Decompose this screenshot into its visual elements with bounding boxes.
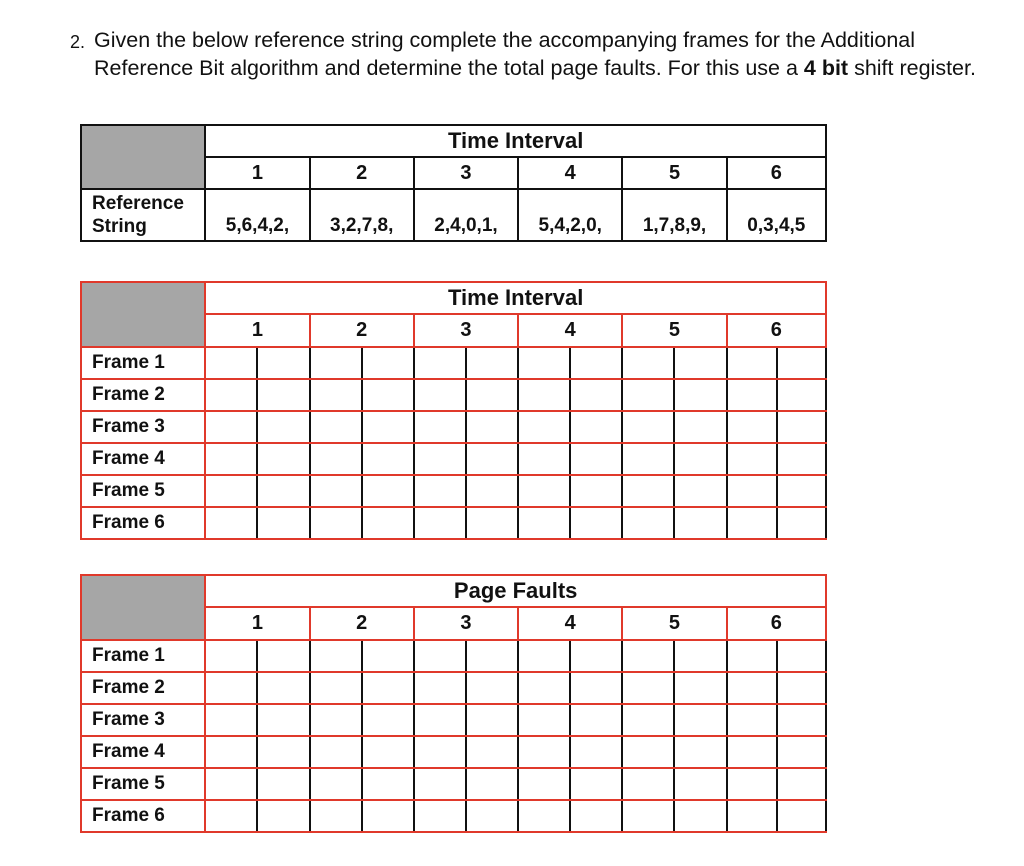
answer-cell[interactable] [257, 507, 309, 539]
question-text [70, 26, 990, 82]
answer-cell[interactable] [622, 672, 674, 704]
reference-string-value: 2,4,0,1, [414, 189, 518, 241]
answer-cell[interactable] [727, 672, 777, 704]
answer-cell[interactable] [257, 736, 309, 768]
frame-label: Frame 1 [81, 347, 205, 379]
answer-cell[interactable] [205, 379, 257, 411]
answer-cell[interactable] [466, 736, 518, 768]
answer-cell[interactable] [414, 475, 466, 507]
interval-header: 5 [622, 607, 726, 640]
answer-cell[interactable] [257, 411, 309, 443]
interval-header: 3 [414, 607, 518, 640]
answer-cell[interactable] [570, 475, 622, 507]
interval-header: 2 [310, 157, 414, 189]
answer-cell[interactable] [622, 768, 674, 800]
answer-cell[interactable] [622, 704, 674, 736]
interval-header: 3 [414, 314, 518, 347]
answer-cell[interactable] [205, 768, 257, 800]
interval-header: 1 [205, 607, 309, 640]
answer-cell[interactable] [570, 768, 622, 800]
frame-label: Frame 4 [81, 443, 205, 475]
table-title: Time Interval [205, 282, 826, 314]
answer-cell[interactable] [310, 379, 362, 411]
answer-cell[interactable] [674, 672, 726, 704]
interval-header: 5 [622, 314, 726, 347]
answer-cell[interactable] [257, 379, 309, 411]
answer-cell[interactable] [362, 443, 414, 475]
answer-cell[interactable] [518, 672, 570, 704]
answer-cell[interactable] [414, 347, 466, 379]
answer-cell[interactable] [310, 507, 362, 539]
answer-cell[interactable] [518, 736, 570, 768]
interval-header: 1 [205, 314, 309, 347]
answer-cell[interactable] [727, 411, 777, 443]
answer-cell[interactable] [466, 347, 518, 379]
answer-cell[interactable] [310, 443, 362, 475]
answer-cell[interactable] [570, 800, 622, 832]
answer-cell[interactable] [674, 736, 726, 768]
answer-cell[interactable] [622, 347, 674, 379]
frame-label: Frame 3 [81, 704, 205, 736]
answer-cell[interactable] [777, 443, 826, 475]
reference-string-value: 5,6,4,2, [205, 189, 309, 241]
answer-cell[interactable] [622, 800, 674, 832]
reference-string-label-text: Reference String [92, 193, 184, 237]
answer-cell[interactable] [777, 672, 826, 704]
answer-cell[interactable] [257, 640, 309, 672]
answer-cell[interactable] [310, 475, 362, 507]
answer-cell[interactable] [622, 379, 674, 411]
answer-cell[interactable] [362, 768, 414, 800]
table-row [81, 800, 826, 832]
answer-cell[interactable] [362, 800, 414, 832]
interval-header: 6 [727, 314, 826, 347]
answer-cell[interactable] [466, 672, 518, 704]
answer-cell[interactable] [777, 379, 826, 411]
answer-cell[interactable] [622, 507, 674, 539]
answer-cell[interactable] [570, 736, 622, 768]
answer-cell[interactable] [674, 475, 726, 507]
frame-label: Frame 3 [81, 411, 205, 443]
answer-cell[interactable] [257, 347, 309, 379]
answer-cell[interactable] [727, 704, 777, 736]
question-text-bold: 4 bit [803, 56, 849, 80]
answer-cell[interactable] [466, 800, 518, 832]
interval-header: 6 [727, 157, 826, 189]
page-faults-table [80, 574, 827, 833]
question-body [94, 26, 990, 82]
answer-cell[interactable] [674, 347, 726, 379]
table-title: Time Interval [205, 125, 826, 157]
answer-cell[interactable] [257, 443, 309, 475]
answer-cell[interactable] [362, 736, 414, 768]
answer-cell[interactable] [257, 800, 309, 832]
answer-cell[interactable] [310, 640, 362, 672]
answer-cell[interactable] [570, 704, 622, 736]
answer-cell[interactable] [362, 475, 414, 507]
question-text-part2: shift register. [848, 56, 976, 80]
answer-cell[interactable] [727, 507, 777, 539]
interval-header: 4 [518, 157, 622, 189]
answer-cell[interactable] [777, 704, 826, 736]
answer-cell[interactable] [674, 379, 726, 411]
frames-table [80, 281, 827, 540]
answer-cell[interactable] [205, 640, 257, 672]
answer-cell[interactable] [674, 768, 726, 800]
table-row [81, 768, 826, 800]
reference-string-label [81, 189, 205, 241]
answer-cell[interactable] [310, 800, 362, 832]
frame-label: Frame 6 [81, 507, 205, 539]
answer-cell[interactable] [622, 443, 674, 475]
answer-cell[interactable] [466, 704, 518, 736]
table-row [81, 704, 826, 736]
answer-cell[interactable] [362, 379, 414, 411]
reference-string-value: 3,2,7,8, [310, 189, 414, 241]
answer-cell[interactable] [414, 672, 466, 704]
answer-cell[interactable] [205, 443, 257, 475]
interval-header: 4 [518, 314, 622, 347]
answer-cell[interactable] [777, 640, 826, 672]
interval-header: 2 [310, 607, 414, 640]
interval-header: 4 [518, 607, 622, 640]
answer-cell[interactable] [727, 443, 777, 475]
answer-cell[interactable] [362, 411, 414, 443]
answer-cell[interactable] [310, 411, 362, 443]
answer-cell[interactable] [310, 347, 362, 379]
frame-label: Frame 2 [81, 672, 205, 704]
table-title: Page Faults [205, 575, 826, 607]
answer-cell[interactable] [310, 768, 362, 800]
answer-cell[interactable] [414, 640, 466, 672]
answer-cell[interactable] [205, 704, 257, 736]
frame-label: Frame 5 [81, 768, 205, 800]
answer-cell[interactable] [466, 411, 518, 443]
answer-cell[interactable] [518, 640, 570, 672]
answer-cell[interactable] [362, 507, 414, 539]
answer-cell[interactable] [466, 507, 518, 539]
answer-cell[interactable] [518, 704, 570, 736]
table-row [81, 672, 826, 704]
answer-cell[interactable] [777, 347, 826, 379]
answer-cell[interactable] [414, 736, 466, 768]
answer-cell[interactable] [518, 347, 570, 379]
table-row [81, 379, 826, 411]
answer-cell[interactable] [257, 475, 309, 507]
question-text-part1: Given the below reference string complete the accompanying frames for the Additional Reference Bit algorithm and determine the total page faults. For this use a [94, 28, 916, 80]
answer-cell[interactable] [727, 379, 777, 411]
interval-header: 5 [622, 157, 726, 189]
answer-cell[interactable] [310, 736, 362, 768]
answer-cell[interactable] [518, 411, 570, 443]
answer-cell[interactable] [518, 768, 570, 800]
header-corner [81, 125, 205, 189]
answer-cell[interactable] [518, 475, 570, 507]
answer-cell[interactable] [362, 640, 414, 672]
interval-header: 2 [310, 314, 414, 347]
answer-cell[interactable] [205, 411, 257, 443]
frame-label: Frame 6 [81, 800, 205, 832]
frame-label: Frame 4 [81, 736, 205, 768]
answer-cell[interactable] [570, 507, 622, 539]
answer-cell[interactable] [622, 640, 674, 672]
answer-cell[interactable] [205, 672, 257, 704]
answer-cell[interactable] [570, 411, 622, 443]
answer-cell[interactable] [674, 507, 726, 539]
answer-cell[interactable] [570, 640, 622, 672]
answer-cell[interactable] [414, 704, 466, 736]
answer-cell[interactable] [727, 736, 777, 768]
table-row [81, 507, 826, 539]
answer-cell[interactable] [310, 672, 362, 704]
answer-cell[interactable] [777, 768, 826, 800]
answer-cell[interactable] [466, 640, 518, 672]
table-row [81, 443, 826, 475]
answer-cell[interactable] [414, 768, 466, 800]
answer-cell[interactable] [362, 672, 414, 704]
answer-cell[interactable] [466, 475, 518, 507]
frame-label: Frame 2 [81, 379, 205, 411]
answer-cell[interactable] [205, 736, 257, 768]
table-row [81, 411, 826, 443]
answer-cell[interactable] [727, 768, 777, 800]
interval-header: 1 [205, 157, 309, 189]
answer-cell[interactable] [414, 507, 466, 539]
header-corner [81, 575, 205, 640]
frame-label: Frame 1 [81, 640, 205, 672]
reference-string-table [80, 124, 827, 242]
answer-cell[interactable] [518, 800, 570, 832]
reference-string-value: 0,3,4,5 [727, 189, 826, 241]
table-row [81, 475, 826, 507]
header-corner [81, 282, 205, 347]
interval-header: 3 [414, 157, 518, 189]
frame-label: Frame 5 [81, 475, 205, 507]
answer-cell[interactable] [570, 379, 622, 411]
answer-cell[interactable] [257, 704, 309, 736]
answer-cell[interactable] [414, 443, 466, 475]
answer-cell[interactable] [622, 475, 674, 507]
answer-cell[interactable] [570, 672, 622, 704]
answer-cell[interactable] [414, 411, 466, 443]
answer-cell[interactable] [466, 768, 518, 800]
answer-cell[interactable] [777, 507, 826, 539]
answer-cell[interactable] [570, 347, 622, 379]
reference-string-value: 1,7,8,9, [622, 189, 726, 241]
answer-cell[interactable] [674, 443, 726, 475]
answer-cell[interactable] [414, 800, 466, 832]
answer-cell[interactable] [727, 640, 777, 672]
answer-cell[interactable] [205, 475, 257, 507]
table-row [81, 347, 826, 379]
answer-cell[interactable] [570, 443, 622, 475]
answer-cell[interactable] [777, 475, 826, 507]
table-row [81, 736, 826, 768]
answer-cell[interactable] [310, 704, 362, 736]
question-number: 2. [70, 32, 86, 52]
answer-cell[interactable] [622, 736, 674, 768]
answer-cell[interactable] [257, 672, 309, 704]
answer-cell[interactable] [777, 736, 826, 768]
answer-cell[interactable] [518, 507, 570, 539]
interval-header: 6 [727, 607, 826, 640]
answer-cell[interactable] [414, 379, 466, 411]
answer-cell[interactable] [362, 347, 414, 379]
answer-cell[interactable] [674, 704, 726, 736]
answer-cell[interactable] [674, 411, 726, 443]
answer-cell[interactable] [205, 507, 257, 539]
answer-cell[interactable] [727, 800, 777, 832]
answer-cell[interactable] [518, 443, 570, 475]
answer-cell[interactable] [777, 800, 826, 832]
answer-cell[interactable] [466, 443, 518, 475]
answer-cell[interactable] [777, 411, 826, 443]
answer-cell[interactable] [727, 347, 777, 379]
answer-cell[interactable] [257, 768, 309, 800]
answer-cell[interactable] [674, 800, 726, 832]
answer-cell[interactable] [362, 704, 414, 736]
answer-cell[interactable] [622, 411, 674, 443]
answer-cell[interactable] [674, 640, 726, 672]
answer-cell[interactable] [518, 379, 570, 411]
reference-string-value: 5,4,2,0, [518, 189, 622, 241]
answer-cell[interactable] [205, 800, 257, 832]
answer-cell[interactable] [727, 475, 777, 507]
answer-cell[interactable] [205, 347, 257, 379]
answer-cell[interactable] [466, 379, 518, 411]
table-row [81, 640, 826, 672]
